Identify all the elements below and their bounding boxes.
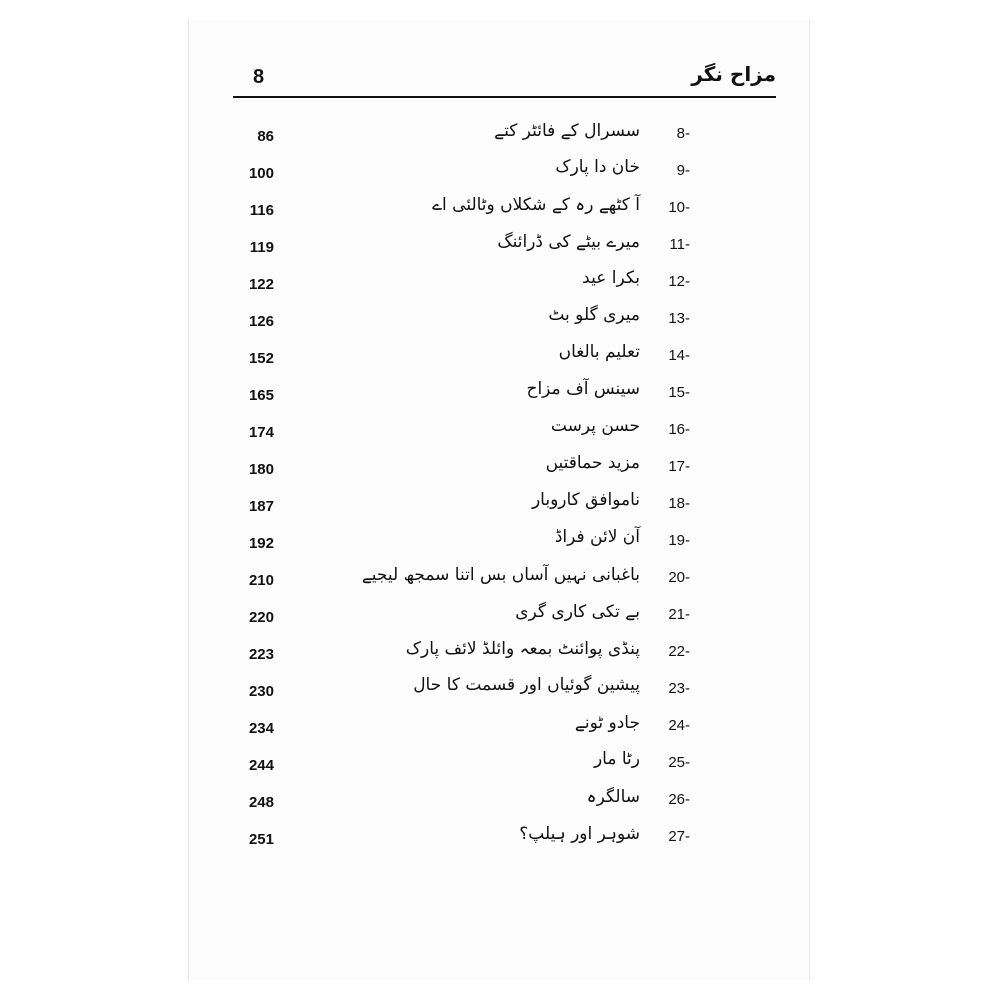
toc-title: شوہر اور ہیلپ؟ (519, 824, 640, 844)
toc-page-number: 126 (248, 313, 274, 330)
toc-row (230, 751, 690, 785)
toc-entry-number: 22- (668, 643, 690, 660)
toc-title: رٹا مار (593, 749, 640, 769)
toc-title: باغبانی نہیں آساں بس اتنا سمجھ لیجیے (361, 565, 640, 585)
toc-row (230, 196, 690, 230)
toc-title: میرے بیٹے کی ڈرائنگ (497, 232, 640, 252)
toc-entry-number: 8- (676, 125, 690, 142)
toc-row (230, 418, 690, 452)
toc-page-number: 152 (248, 350, 274, 367)
toc-title: بے تکی کاری گری (515, 602, 640, 622)
toc-page-number: 248 (248, 794, 274, 811)
header-page-number: 8 (253, 66, 265, 88)
toc-row (230, 122, 690, 156)
toc-entry-number: 9- (676, 162, 690, 179)
toc-page-number: 180 (248, 461, 274, 478)
toc-row (230, 529, 690, 563)
toc-title: ناموافق کاروبار (531, 490, 640, 510)
toc-title: پنڈی پوائنٹ بمعہ وائلڈ لائف پارک (405, 639, 640, 659)
header-book-title: مزاح نگر (691, 62, 776, 86)
toc-entry-number: 10- (668, 199, 690, 216)
toc-page-number: 174 (248, 424, 274, 441)
toc-title: سسرال کے فائٹر کتے (494, 121, 640, 141)
page-header (233, 62, 776, 96)
toc-entry-number: 12- (668, 273, 690, 290)
toc-title: خان دا پارک (555, 157, 640, 177)
toc-row (230, 233, 690, 267)
toc-entry-number: 15- (668, 384, 690, 401)
toc-title: سینس آف مزاح (526, 379, 640, 399)
toc-page-number: 122 (248, 276, 274, 293)
toc-entry-number: 11- (669, 236, 690, 253)
toc-title: سالگرہ (586, 787, 640, 807)
toc-entry-number: 23- (668, 680, 690, 697)
toc-entry-number: 17- (668, 458, 690, 475)
toc-entry-number: 14- (668, 347, 690, 364)
toc-title: تعلیم بالغاں (558, 342, 640, 362)
toc-entry-number: 27- (668, 828, 690, 845)
toc-title: آ کٹھے رہ کے شکلاں وٹالئی اے (432, 195, 640, 215)
toc-page-number: 119 (249, 239, 274, 256)
header-divider (233, 96, 776, 98)
toc-row (230, 825, 690, 859)
toc-row (230, 381, 690, 415)
toc-row (230, 640, 690, 674)
toc-title: آن لائن فراڈ (554, 527, 640, 547)
toc-page-number: 244 (248, 757, 274, 774)
toc-page-number: 234 (248, 720, 274, 737)
toc-row (230, 788, 690, 822)
toc-row (230, 270, 690, 304)
toc-row (230, 307, 690, 341)
toc-title: میری گلو بٹ (548, 305, 640, 325)
toc-row (230, 159, 690, 193)
toc-entry-number: 19- (668, 532, 690, 549)
toc-entry-number: 26- (668, 791, 690, 808)
toc-page-number: 251 (248, 831, 274, 848)
toc-row (230, 455, 690, 489)
toc-row (230, 566, 690, 600)
toc-page-number: 116 (249, 202, 274, 219)
toc-title: مزید حماقتیں (545, 453, 640, 473)
toc-page-number: 220 (248, 609, 274, 626)
toc-entry-number: 24- (668, 717, 690, 734)
toc-title: حسن پرست (550, 416, 640, 436)
toc-page-number: 100 (248, 165, 274, 182)
toc-title: بکرا عید (582, 268, 640, 288)
toc-entry-number: 18- (668, 495, 690, 512)
toc-entry-number: 13- (668, 310, 690, 327)
toc-row (230, 492, 690, 526)
toc-row (230, 344, 690, 378)
toc-title: جادو ٹونے (574, 713, 640, 733)
toc-page-number: 223 (248, 646, 274, 663)
toc-row (230, 714, 690, 748)
toc-page-number: 210 (248, 572, 274, 589)
toc-page-number: 192 (248, 535, 274, 552)
toc-row (230, 603, 690, 637)
toc-page-number: 187 (248, 498, 274, 515)
toc-entry-number: 21- (668, 606, 690, 623)
toc-entry-number: 16- (668, 421, 690, 438)
toc-row (230, 677, 690, 711)
toc-entry-number: 25- (668, 754, 690, 771)
toc-page-number: 86 (257, 128, 274, 145)
toc-page-number: 165 (248, 387, 274, 404)
toc-title: پیشین گوئیاں اور قسمت کا حال (413, 675, 640, 695)
toc-page-number: 230 (248, 683, 274, 700)
toc-entry-number: 20- (668, 569, 690, 586)
